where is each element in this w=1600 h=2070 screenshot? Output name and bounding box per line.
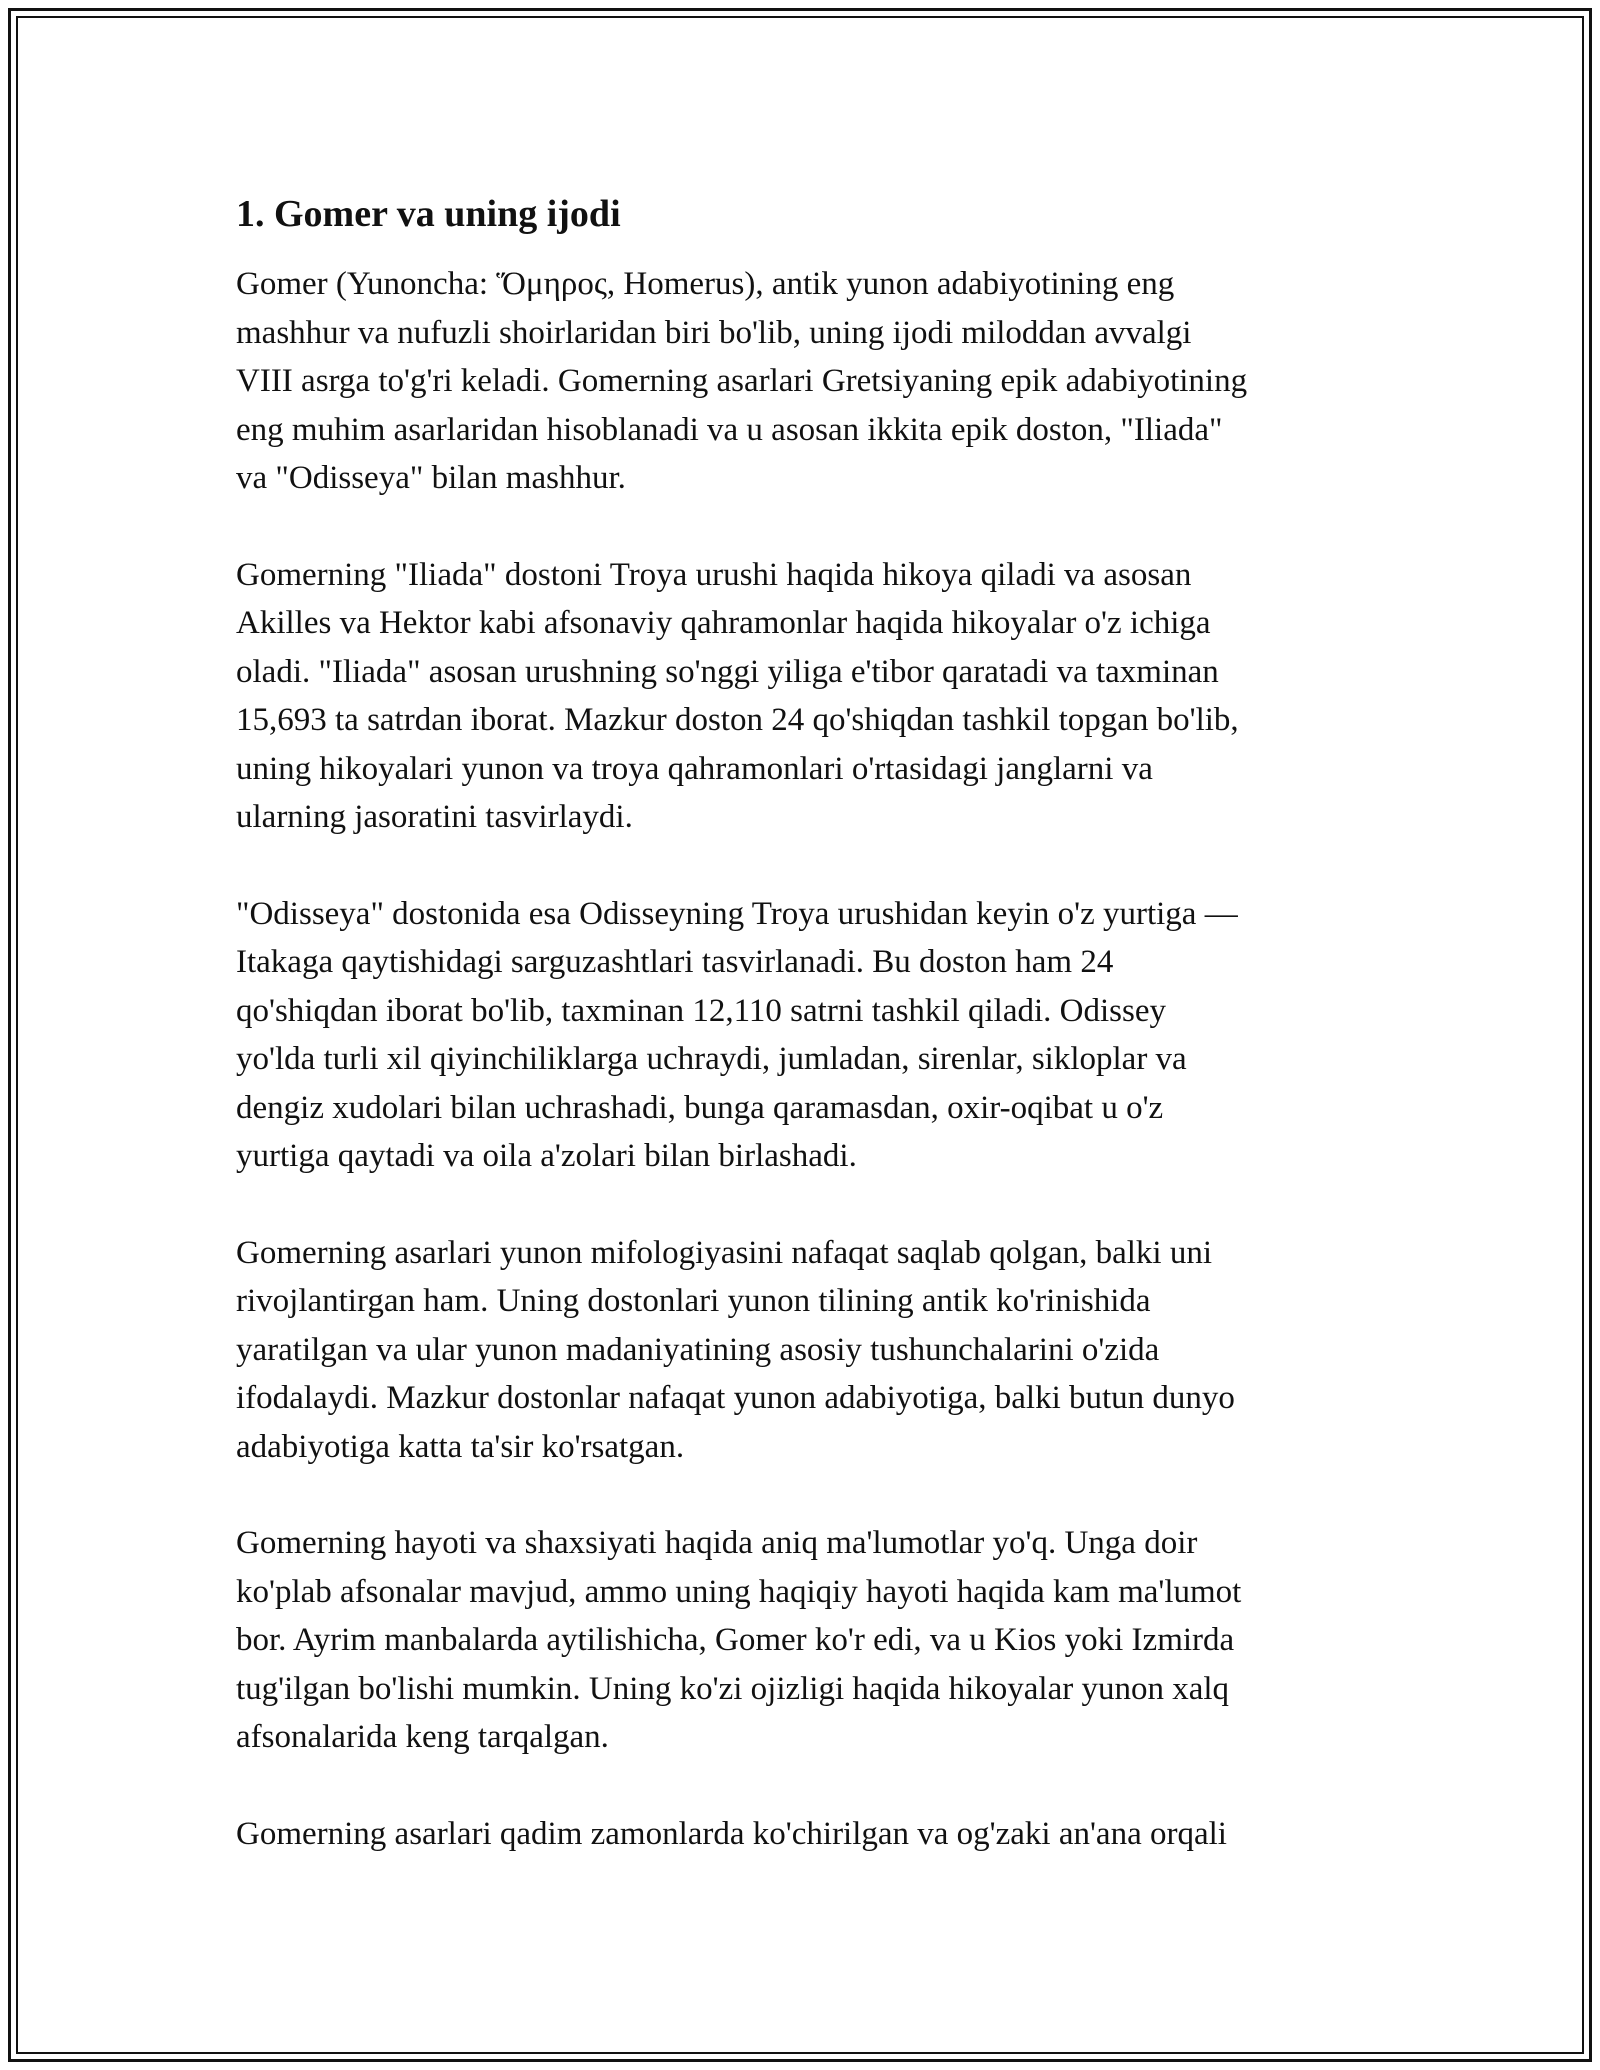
text-line: ifodalaydi. Mazkur dostonlar nafaqat yunon adabiyotiga, balki butun dunyo [236, 1380, 1235, 1416]
text-line: bor. Ayrim manbalarda aytilishicha, Gomer ko'r edi, va u Kios yoki Izmirda [236, 1622, 1235, 1658]
text-line: yaratilgan va ular yunon madaniyatining asosiy tushunchalarini o'zida [236, 1331, 1160, 1368]
text-line: ularning jasoratini tasvirlaydi. [236, 799, 633, 835]
text-line: Gomer (Yunoncha: Ὅμηρος, Homerus), antik yunon adabiyotining eng [236, 266, 1175, 302]
text-line: rivojlantirgan ham. Uning dostonlari yunon tilining antik ko'rinishida [236, 1283, 1151, 1319]
text-line: oladi. "Iliada" asosan urushning so'nggi yiliga e'tibor qaratadi va taxminan [236, 653, 1219, 690]
text-line: "Odisseya" dostonida esa Odisseyning Troya urushidan keyin o'z yurtiga — [236, 895, 1238, 932]
paragraph-intro [236, 260, 1366, 503]
text-line: ko'plab afsonalar mavjud, ammo uning haqiqiy hayoti haqida kam ma'lumot [236, 1573, 1242, 1610]
text-line: mashhur va nufuzli shoirlaridan biri bo'lib, uning ijodi miloddan avvalgi [236, 314, 1192, 351]
text-line: afsonalarida keng tarqalgan. [236, 1719, 609, 1755]
text-line: Akilles va Hektor kabi afsonaviy qahramonlar haqida hikoyalar o'z ichiga [236, 605, 1211, 641]
text-line: va "Odisseya" bilan mashhur. [236, 460, 626, 496]
document-body [236, 186, 1366, 1906]
text-line: Gomerning hayoti va shaxsiyati haqida aniq ma'lumotlar yo'q. Unga doir [236, 1525, 1198, 1561]
text-line: yurtiga qaytadi va oila a'zolari bilan birlashadi. [236, 1138, 857, 1174]
text-line: Gomerning "Iliada" dostoni Troya urushi haqida hikoya qiladi va asosan [236, 556, 1192, 593]
text-line: qo'shiqdan iborat bo'lib, taxminan 12,110 satrni tashkil qiladi. Odissey [236, 992, 1166, 1029]
text-line: eng muhim asarlaridan hisoblanadi va u asosan ikkita epik doston, "Iliada" [236, 411, 1223, 448]
paragraph-odisseya [236, 890, 1366, 1181]
text-line: Gomerning asarlari qadim zamonlarda ko'chirilgan va og'zaki an'ana orqali [236, 1815, 1227, 1852]
text-line: yo'lda turli xil qiyinchiliklarga uchraydi, jumladan, sirenlar, sikloplar va [236, 1041, 1187, 1077]
text-line: uning hikoyalari yunon va troya qahramonlari o'rtasidagi janglarni va [236, 750, 1153, 787]
text-line: VIII asrga to'g'ri keladi. Gomerning asarlari Gretsiyaning epik adabiyotining [236, 363, 1248, 399]
text-line: adabiyotiga katta ta'sir ko'rsatgan. [236, 1428, 685, 1465]
text-line: Gomerning asarlari yunon mifologiyasini nafaqat saqlab qolgan, balki uni [236, 1234, 1213, 1271]
text-line: Itakaga qaytishidagi sarguzashtlari tasvirlanadi. Bu doston ham 24 [236, 944, 1114, 980]
section-heading: 1. Gomer va uning ijodi [236, 193, 621, 235]
paragraph-iliada [236, 551, 1366, 842]
paragraph-mythology [236, 1229, 1366, 1472]
text-line: dengiz xudolari bilan uchrashadi, bunga qaramasdan, oxir-oqibat u o'z [236, 1089, 1164, 1126]
paragraph-transmission [236, 1810, 1366, 1859]
paragraph-biography [236, 1519, 1366, 1762]
text-line: tug'ilgan bo'lishi mumkin. Uning ko'zi ojizligi haqida hikoyalar yunon xalq [236, 1670, 1230, 1707]
text-line: 15,693 ta satrdan iborat. Mazkur doston 24 qo'shiqdan tashkil topgan bo'lib, [236, 702, 1239, 738]
